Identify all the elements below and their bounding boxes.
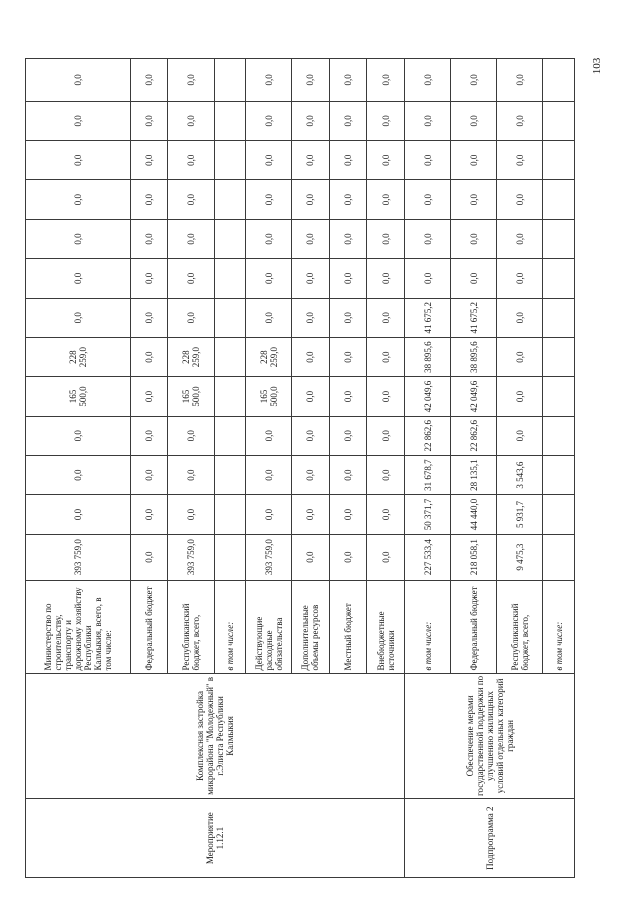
value-cell: 0,0 [367,101,405,140]
value-cell [214,101,245,140]
value-cell: 0,0 [367,298,405,337]
description-cell: Обеспечение мерами государственной поддержки по улучшению жилищных условий отдельных категорий граждан [405,673,575,799]
value-cell: 0,0 [245,141,291,180]
source-label: в том числе: [405,580,451,673]
value-cell: 42 049,6 [451,377,497,416]
value-cell: 0,0 [26,416,131,455]
value-cell: 0,0 [130,180,168,219]
value-cell: 0,0 [245,298,291,337]
source-label: Республиканский бюджет, всего, [497,580,543,673]
value-cell: 0,0 [405,101,451,140]
value-cell: 0,0 [367,219,405,258]
value-cell: 0,0 [367,455,405,494]
value-cell: 0,0 [168,495,214,534]
value-cell [214,141,245,180]
value-cell: 0,0 [329,141,367,180]
value-cell: 22 862,6 [405,416,451,455]
value-cell [543,141,575,180]
value-cell: 0,0 [497,101,543,140]
value-cell [543,298,575,337]
value-cell: 218 058,1 [451,534,497,580]
value-cell: 0,0 [245,180,291,219]
value-cell: 0,0 [130,416,168,455]
value-cell: 0,0 [26,298,131,337]
value-cell: 41 675,2 [451,298,497,337]
value-cell: 0,0 [497,219,543,258]
source-label: в том числе: [214,580,245,673]
value-cell: 41 675,2 [405,298,451,337]
value-cell: 0,0 [497,141,543,180]
value-cell: 0,0 [130,298,168,337]
value-cell: 0,0 [367,377,405,416]
value-cell [543,180,575,219]
source-label: Местный бюджет [329,580,367,673]
value-cell: 28 135,1 [451,455,497,494]
value-cell: 0,0 [130,534,168,580]
value-cell: 0,0 [168,180,214,219]
value-cell: 0,0 [329,495,367,534]
value-cell: 0,0 [405,259,451,298]
value-cell: 0,0 [497,59,543,102]
measure-cell: Мероприятие 1.12.1 [26,799,405,878]
value-cell: 0,0 [168,455,214,494]
value-cell: 0,0 [168,298,214,337]
value-cell: 165 500,0 [26,377,131,416]
value-cell: 0,0 [26,141,131,180]
value-cell [543,495,575,534]
value-cell: 0,0 [26,180,131,219]
value-cell: 0,0 [292,59,330,102]
value-cell: 0,0 [245,495,291,534]
value-cell [214,298,245,337]
value-cell [543,455,575,494]
value-cell: 0,0 [405,141,451,180]
source-label: Федеральный бюджет [130,580,168,673]
value-cell: 0,0 [245,59,291,102]
value-cell: 0,0 [367,495,405,534]
value-cell [543,416,575,455]
value-cell: 0,0 [329,337,367,376]
source-label: Действующие расходные обязательства [245,580,291,673]
value-cell [543,259,575,298]
value-cell: 0,0 [329,219,367,258]
value-cell: 0,0 [245,455,291,494]
value-cell: 42 049,6 [405,377,451,416]
value-cell [214,416,245,455]
value-cell: 228 259,0 [26,337,131,376]
value-cell: 44 440,0 [451,495,497,534]
budget-table [25,58,575,878]
value-cell: 228 259,0 [168,337,214,376]
value-cell [214,495,245,534]
table-row [405,59,451,878]
value-cell: 0,0 [292,298,330,337]
value-cell: 0,0 [405,180,451,219]
table-row [26,59,131,878]
source-label: в том числе: [543,580,575,673]
value-cell: 0,0 [497,337,543,376]
value-cell: 0,0 [130,377,168,416]
value-cell: 0,0 [451,259,497,298]
source-label: Внебюджетные источники [367,580,405,673]
value-cell: 0,0 [367,337,405,376]
value-cell: 393 759,0 [245,534,291,580]
value-cell: 0,0 [329,259,367,298]
value-cell: 0,0 [329,534,367,580]
value-cell [214,337,245,376]
value-cell [543,219,575,258]
value-cell: 0,0 [168,259,214,298]
value-cell: 0,0 [292,416,330,455]
value-cell: 0,0 [168,141,214,180]
value-cell: 165 500,0 [168,377,214,416]
value-cell: 0,0 [130,59,168,102]
value-cell: 0,0 [367,416,405,455]
value-cell [214,377,245,416]
value-cell: 228 259,0 [245,337,291,376]
value-cell: 0,0 [130,101,168,140]
value-cell: 0,0 [245,259,291,298]
value-cell: 0,0 [245,219,291,258]
value-cell: 0,0 [292,455,330,494]
value-cell: 0,0 [130,337,168,376]
value-cell: 0,0 [367,180,405,219]
value-cell: 0,0 [329,455,367,494]
value-cell: 22 862,6 [451,416,497,455]
value-cell [214,534,245,580]
value-cell: 0,0 [497,180,543,219]
value-cell: 0,0 [26,219,131,258]
value-cell: 0,0 [292,180,330,219]
value-cell: 38 895,6 [451,337,497,376]
value-cell: 0,0 [405,59,451,102]
value-cell: 165 500,0 [245,377,291,416]
value-cell: 0,0 [130,219,168,258]
value-cell: 0,0 [451,141,497,180]
value-cell: 38 895,6 [405,337,451,376]
value-cell: 0,0 [292,337,330,376]
value-cell: 0,0 [367,59,405,102]
source-label: Федеральный бюджет [451,580,497,673]
description-cell: Комплексная застройка микрорайона "Молодежный" в г.Элиста Республики Калмыкия [26,673,405,799]
value-cell: 0,0 [451,59,497,102]
value-cell: 0,0 [292,219,330,258]
value-cell [214,455,245,494]
value-cell: 0,0 [292,141,330,180]
value-cell: 0,0 [26,101,131,140]
value-cell: 0,0 [367,534,405,580]
value-cell [543,337,575,376]
source-label: Дополнительные объемы ресурсов [292,580,330,673]
value-cell: 0,0 [130,259,168,298]
value-cell: 0,0 [292,259,330,298]
value-cell: 0,0 [168,416,214,455]
value-cell: 393 759,0 [26,534,131,580]
value-cell [214,259,245,298]
value-cell: 0,0 [451,219,497,258]
value-cell: 0,0 [26,59,131,102]
value-cell: 0,0 [367,141,405,180]
value-cell: 0,0 [292,377,330,416]
value-cell: 0,0 [329,298,367,337]
budget-table-sheet [25,58,575,878]
value-cell: 0,0 [130,141,168,180]
value-cell: 0,0 [26,455,131,494]
value-cell: 0,0 [292,534,330,580]
value-cell: 0,0 [245,416,291,455]
value-cell: 9 475,3 [497,534,543,580]
value-cell: 0,0 [497,416,543,455]
value-cell: 227 533,4 [405,534,451,580]
value-cell [543,101,575,140]
value-cell: 0,0 [292,101,330,140]
value-cell: 0,0 [329,59,367,102]
value-cell: 0,0 [451,180,497,219]
value-cell: 0,0 [130,455,168,494]
value-cell [543,377,575,416]
value-cell: 0,0 [497,298,543,337]
value-cell: 0,0 [168,101,214,140]
value-cell: 0,0 [329,416,367,455]
value-cell: 0,0 [367,259,405,298]
value-cell: 0,0 [329,377,367,416]
value-cell [214,180,245,219]
value-cell [543,59,575,102]
value-cell: 0,0 [168,59,214,102]
value-cell: 0,0 [292,495,330,534]
value-cell: 0,0 [245,101,291,140]
value-cell: 0,0 [497,259,543,298]
value-cell: 0,0 [329,101,367,140]
source-label: Республиканский бюджет, всего, [168,580,214,673]
measure-cell: Подпрограмма 2 [405,799,575,878]
value-cell: 0,0 [130,495,168,534]
value-cell: 0,0 [405,219,451,258]
value-cell: 31 678,7 [405,455,451,494]
value-cell: 0,0 [451,101,497,140]
page-number: 103 [591,57,603,75]
value-cell: 0,0 [497,377,543,416]
value-cell: 0,0 [329,180,367,219]
value-cell: 0,0 [26,495,131,534]
value-cell [543,534,575,580]
value-cell: 393 759,0 [168,534,214,580]
value-cell: 0,0 [168,219,214,258]
value-cell: 3 543,6 [497,455,543,494]
value-cell [214,59,245,102]
value-cell [214,219,245,258]
value-cell: 50 371,7 [405,495,451,534]
value-cell: 5 931,7 [497,495,543,534]
value-cell: 0,0 [26,259,131,298]
source-label: Министерство по строительству, транспорту и дорожному хозяйству Республики Калмыкия, всего, в том числе: [26,580,131,673]
